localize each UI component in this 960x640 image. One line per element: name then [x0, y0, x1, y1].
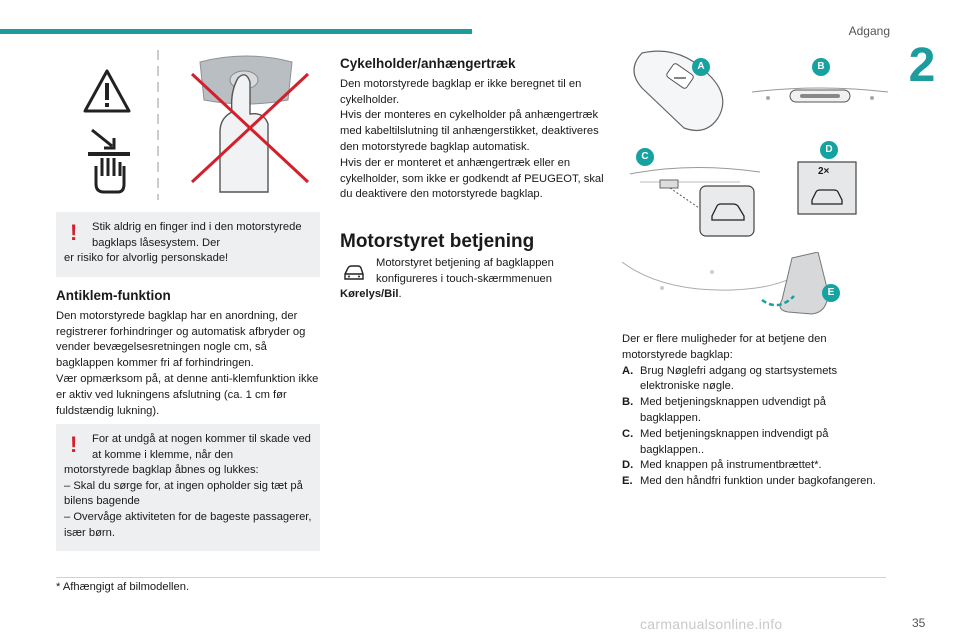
antiklem-paragraph-1: Den motorstyrede bagklap har en anordning, der registrerer forhindringer og automatisk afbryder og vender bevægelsesretningen nogle cm, så bagklappen kommer fri af forhindringen. [56, 309, 306, 370]
cykel-paragraph-2: Hvis der monteres en cykelholder på anhængertræk med kabeltilslutning til anhængerstikket, deaktiveres den motorstyrede bagklap automatisk. [340, 109, 599, 153]
cykel-paragraph-1: Den motorstyrede bagklap er ikke beregnet til en cykelholder. [340, 77, 582, 106]
list-text: Med den håndfri funktion under bagkofangeren. [640, 475, 876, 488]
list-item [622, 474, 884, 490]
antiklem-section [56, 288, 320, 419]
key-fob-illustration [622, 48, 742, 143]
warning-text: Stik aldrig en finger ind i den motorstyrede bagklaps låsesystem. Der [92, 221, 302, 249]
watermark: carmanualsonline.info [640, 616, 783, 632]
badge-c: C [636, 148, 654, 166]
betjening-heading: Motorstyret betjening [340, 231, 535, 252]
footnote: * Afhængigt af bilmodellen. [56, 581, 190, 593]
dashed-separator [155, 50, 161, 200]
antiklem-heading: Antiklem-funktion [56, 288, 171, 303]
list-text: Brug Nøglefri adgang og startsystemets elektroniske nøgle. [640, 364, 838, 393]
no-hand-icon [86, 126, 132, 196]
warning-box-pinch [56, 424, 320, 551]
badge-e: E [822, 284, 840, 302]
list-key: B. [622, 396, 634, 409]
betjening-section [340, 231, 606, 303]
cykel-heading: Cykelholder/anhængertræk [340, 56, 516, 71]
warning-exclamation-icon: ! [70, 432, 78, 457]
list-item [622, 458, 884, 474]
list-item [622, 427, 884, 459]
list-item [622, 364, 884, 396]
warning-box-finger [56, 212, 320, 277]
warning-bullet: – Overvåge aktiviteten for de bageste passagerer, især børn. [64, 510, 312, 539]
list-key: C. [622, 427, 634, 440]
list-text: Med betjeningsknappen udvendigt på bagklappen. [640, 396, 826, 424]
warning-text-continued: er risiko for alvorlig personskade! [64, 252, 229, 265]
chapter-number: 2 [908, 39, 936, 92]
warning-text: For at undgå at nogen kommer til skade ved at komme i klemme, når den [92, 433, 311, 461]
antiklem-paragraph-2: Vær opmærksom på, at denne anti-klemfunktion ikke er aktiv ved lukningens afslutning (ca. 1 cm før fuldstændig lukning). [56, 372, 319, 417]
footer-divider [56, 577, 886, 578]
period: . [398, 288, 402, 301]
warning-triangle-icon [82, 68, 132, 114]
options-section [622, 332, 884, 490]
double-press-label: 2× [818, 166, 830, 177]
latch-finger-illustration [172, 52, 320, 200]
betjening-text: Motorstyret betjening af bagklappen konfigureres i touch-skærmmenuen [376, 256, 554, 285]
header-accent-bar [0, 29, 472, 34]
options-intro: Der er flere muligheder for at betjene den motorstyrede bagklap: [622, 333, 827, 361]
list-key: A. [622, 364, 634, 377]
cykel-paragraph-3: Hvis der er monteret et anhængertræk eller en cykelholder, som ikke er godkendt af PEUGEOT, skal du deaktivere den motorstyrede bagklap. [340, 156, 604, 201]
list-item [622, 395, 884, 427]
badge-b: B [812, 58, 830, 76]
warning-text-line: motorstyrede bagklap åbnes og lukkes: [64, 464, 259, 477]
warning-exclamation-icon: ! [70, 220, 78, 245]
badge-d: D [820, 141, 838, 159]
list-text: Med betjeningsknappen indvendigt på bagklappen.. [640, 427, 829, 456]
exterior-button-illustration [752, 78, 888, 114]
menu-path: Kørelys/Bil [340, 288, 399, 301]
car-menu-icon [342, 264, 366, 282]
warning-bullet: – Skal du sørge for, at ingen opholder sig tæt på bilens bagende [64, 479, 303, 508]
handsfree-foot-illustration [622, 252, 842, 332]
interior-button-illustration [630, 160, 760, 240]
list-text: Med knappen på instrumentbrættet*. [640, 459, 822, 472]
list-key: D. [622, 459, 634, 472]
badge-a: A [692, 58, 710, 76]
section-title: Adgang [848, 24, 890, 38]
cykel-section [340, 56, 606, 203]
list-key: E. [622, 475, 633, 488]
page-number: 35 [912, 616, 926, 630]
